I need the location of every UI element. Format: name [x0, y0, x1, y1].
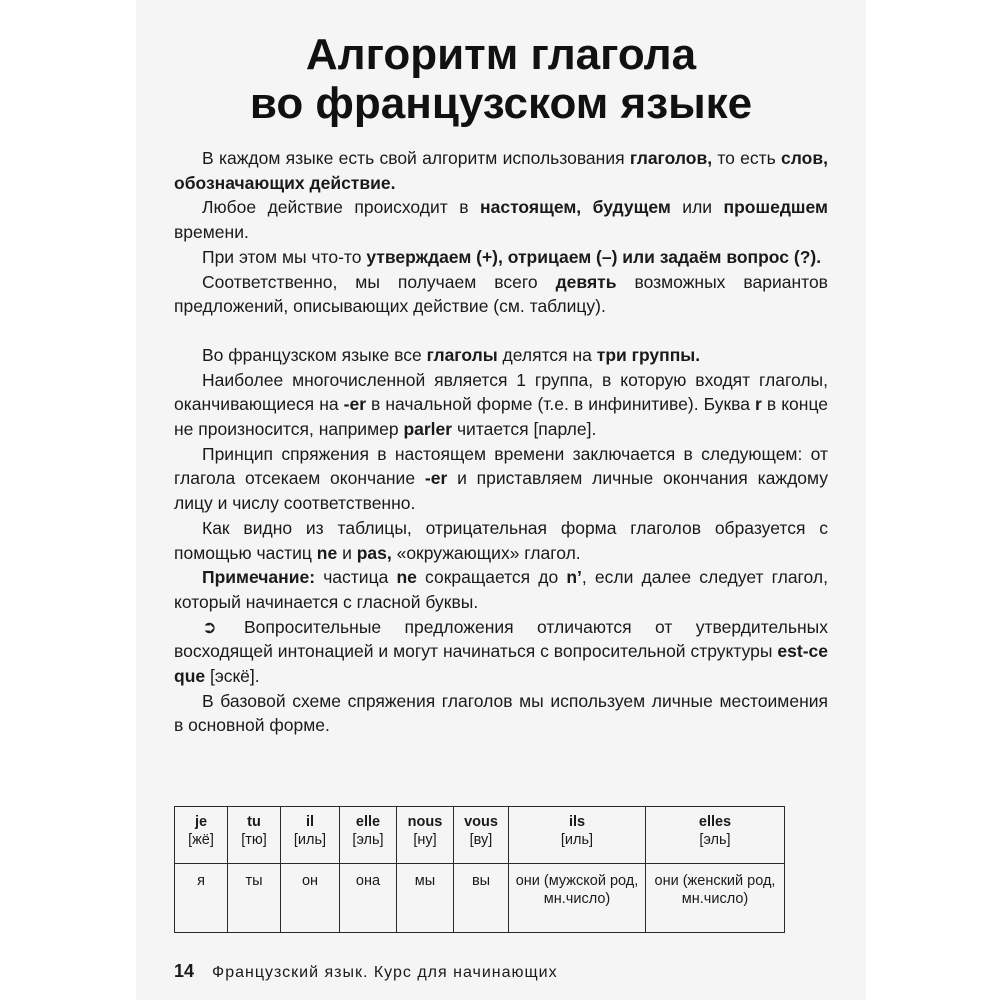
paragraph-7: Принцип спряжения в настоящем времени заключается в следующем: от глагола отсекаем окончание -er и приставляем личные окончания каждому лицу и числу соответственно.	[174, 443, 828, 514]
pronoun-french: je	[194, 814, 208, 830]
paragraph-9-note: Примечание: частица ne сокращается до n’, если далее следует глагол, который начинается с гласной буквы.	[174, 567, 828, 612]
pronoun-cell	[281, 807, 340, 864]
pronoun-translation: ты	[228, 864, 281, 933]
pronoun-french: il	[305, 814, 315, 830]
pronoun-french: vous	[464, 814, 498, 830]
page-footer	[174, 961, 854, 982]
paragraph-8: Как видно из таблицы, отрицательная форма глаголов образуется с помощью частиц ne и pas, «окружающих» глагол.	[174, 517, 828, 563]
pronoun-cell	[228, 807, 281, 864]
pronoun-translation: она	[340, 864, 397, 933]
page-title-line-1: Алгоритм глагола	[305, 30, 697, 79]
pronoun-cell	[397, 807, 454, 864]
pronoun-cell	[340, 807, 397, 864]
pronouns-translation-row	[175, 864, 785, 933]
pronoun-cell	[509, 807, 646, 864]
body-text	[174, 146, 828, 738]
paragraph-2: Любое действие происходит в настоящем, будущем или прошедшем времени.	[174, 197, 828, 243]
page-title	[136, 30, 866, 128]
page-number: 14	[174, 961, 195, 981]
pronoun-french: nous	[407, 814, 443, 830]
pronoun-translation: я	[175, 864, 228, 933]
pronoun-transcription: [эль]	[699, 832, 731, 848]
pronoun-transcription: [иль]	[293, 832, 327, 848]
paragraph-5: Во французском языке все глаголы делятся на три группы.	[202, 344, 701, 365]
book-page	[136, 0, 866, 1000]
pronouns-table	[174, 806, 785, 933]
pronoun-french: elles	[698, 814, 732, 830]
pronoun-transcription: [тю]	[241, 832, 267, 848]
arrow-icon: ➲	[202, 616, 217, 637]
pronoun-translation: мы	[397, 864, 454, 933]
pronouns-header-row	[175, 807, 785, 864]
page-title-line-2: во французском языке	[249, 79, 753, 128]
paragraph-1: В каждом языке есть свой алгоритм использования глаголов, то есть слов, обозначающих действие.	[174, 148, 828, 193]
pronoun-cell	[454, 807, 509, 864]
pronoun-transcription: [ну]	[413, 832, 437, 848]
paragraph-3: При этом мы что-то утверждаем (+), отрицаем (–) или задаём вопрос (?).	[202, 246, 822, 267]
paragraph-4: Соответственно, мы получаем всего девять возможных вариантов предложений, описывающих действие (см. таблицу).	[174, 271, 828, 317]
pronoun-french: elle	[355, 814, 381, 830]
pronoun-transcription: [жё]	[188, 832, 214, 848]
pronoun-french: ils	[568, 814, 586, 830]
paragraph-10: ➲ Вопросительные предложения отличаются от утвердительных восходящей интонацией и могут начинаться с вопросительной структуры est-ce que [эскё].	[174, 616, 828, 687]
paragraph-6: Наиболее многочисленной является 1 группа, в которую входят глаголы, оканчивающиеся на -er в начальной форме (т.е. в инфинитиве). Буква r в конце не произносится, например parler читается [парле].	[174, 369, 828, 440]
pronoun-transcription: [иль]	[560, 832, 594, 848]
pronoun-translation: вы	[454, 864, 509, 933]
pronoun-cell	[175, 807, 228, 864]
paragraph-11: В базовой схеме спряжения глаголов мы используем личные местоимения в основной форме.	[174, 690, 828, 736]
pronoun-translation: они (мужской род, мн.число)	[509, 864, 646, 933]
pronoun-french: tu	[247, 814, 261, 830]
pronoun-cell	[646, 807, 785, 864]
pronoun-transcription: [ву]	[469, 832, 493, 848]
pronoun-translation: они (женский род, мн.число)	[646, 864, 785, 933]
pronoun-transcription: [эль]	[352, 832, 384, 848]
book-title: Французский язык. Курс для начинающих	[212, 964, 558, 981]
pronoun-translation: он	[281, 864, 340, 933]
